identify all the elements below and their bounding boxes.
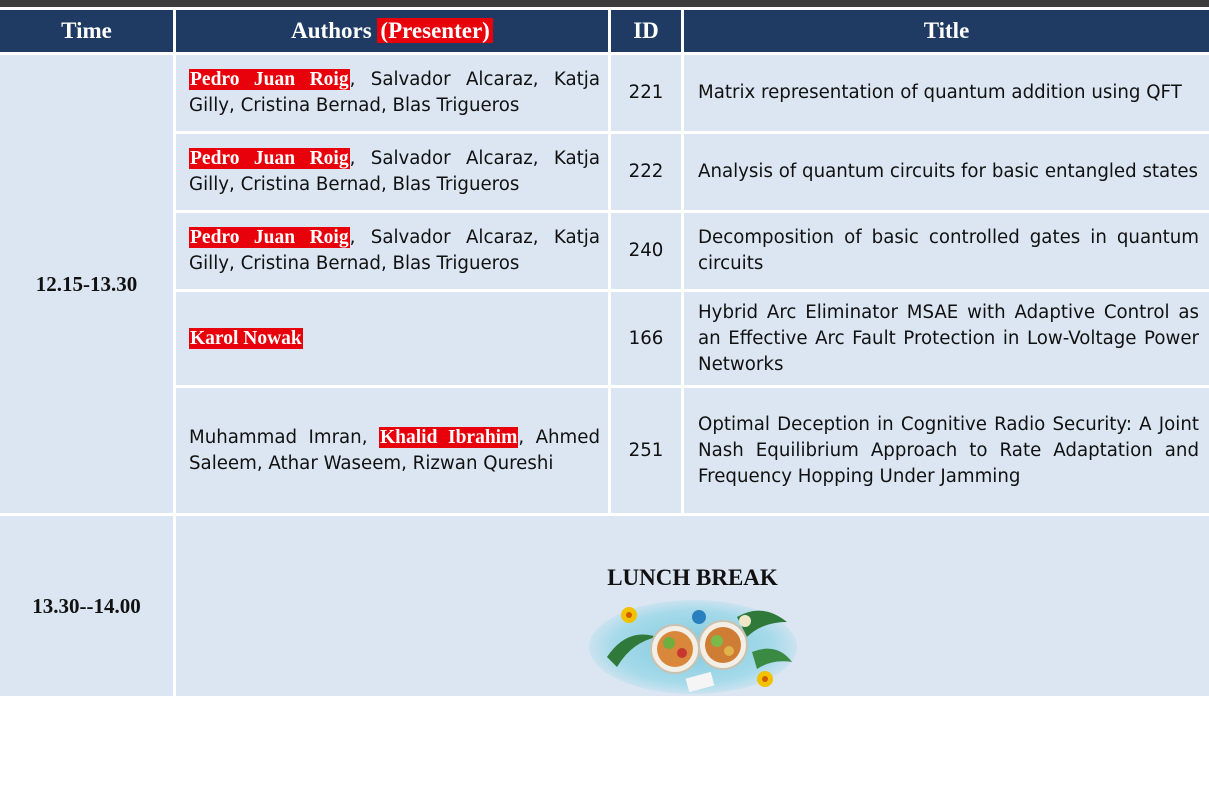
paper-id: 221 — [611, 52, 684, 131]
presenter-name: Pedro Juan Roig — [190, 227, 349, 248]
table-row — [0, 131, 1209, 210]
lunch-time: 13.30--14.00 — [0, 513, 176, 696]
table-row — [0, 210, 1209, 289]
paper-id: 166 — [611, 289, 684, 385]
authors-cell — [176, 131, 611, 210]
header-authors — [176, 10, 611, 52]
paper-title: Optimal Deception in Cognitive Radio Security: A Joint Nash Equilibrium Approach to Rate Adaptation and Frequency Hopping Under Jamming — [684, 385, 1209, 513]
header-title: Title — [684, 10, 1209, 52]
lunch-cell — [176, 513, 1209, 696]
table-row — [0, 289, 1209, 385]
presenter-name: Pedro Juan Roig — [190, 148, 349, 169]
coauthors: , Salvador Alcaraz, Katja Gilly, Cristina Bernad, Blas Trigueros — [189, 148, 600, 195]
authors-cell — [176, 289, 611, 385]
coauthors: , Salvador Alcaraz, Katja Gilly, Cristina Bernad, Blas Trigueros — [189, 69, 600, 116]
header-row — [0, 10, 1209, 52]
paper-title: Analysis of quantum circuits for basic entangled states — [684, 131, 1209, 210]
food-bowls-illustration-icon — [587, 597, 799, 695]
coauthors: , Salvador Alcaraz, Katja Gilly, Cristina Bernad, Blas Trigueros — [189, 227, 600, 274]
authors-cell — [176, 210, 611, 289]
paper-id: 240 — [611, 210, 684, 289]
paper-title: Hybrid Arc Eliminator MSAE with Adaptive Control as an Effective Arc Fault Protection in Low-Voltage Power Networks — [684, 289, 1209, 385]
coauthors: , Ahmed Saleem, Athar Waseem, Rizwan Qureshi — [189, 426, 600, 474]
coauthors-before: Muhammad Imran, — [189, 426, 379, 448]
presenter-name: Khalid Ibrahim — [379, 426, 518, 448]
header-authors-label: Authors — [291, 18, 378, 43]
top-rule — [0, 0, 1209, 7]
presenter-name: Karol Nowak — [190, 327, 302, 349]
paper-title: Matrix representation of quantum addition using QFT — [684, 52, 1209, 131]
authors-cell — [176, 52, 611, 131]
presenter-name: Pedro Juan Roig — [190, 69, 349, 90]
lunch-row — [0, 513, 1209, 696]
authors-cell — [176, 385, 611, 513]
session-time: 12.15-13.30 — [0, 52, 176, 513]
table-row — [0, 385, 1209, 513]
header-id: ID — [611, 10, 684, 52]
header-time: Time — [0, 10, 176, 52]
lunch-label: LUNCH BREAK — [607, 565, 778, 590]
paper-title: Decomposition of basic controlled gates in quantum circuits — [684, 210, 1209, 289]
schedule-table — [0, 10, 1209, 696]
header-presenter-tag: (Presenter) — [377, 18, 492, 43]
paper-id: 251 — [611, 385, 684, 513]
paper-id: 222 — [611, 131, 684, 210]
table-row — [0, 52, 1209, 131]
